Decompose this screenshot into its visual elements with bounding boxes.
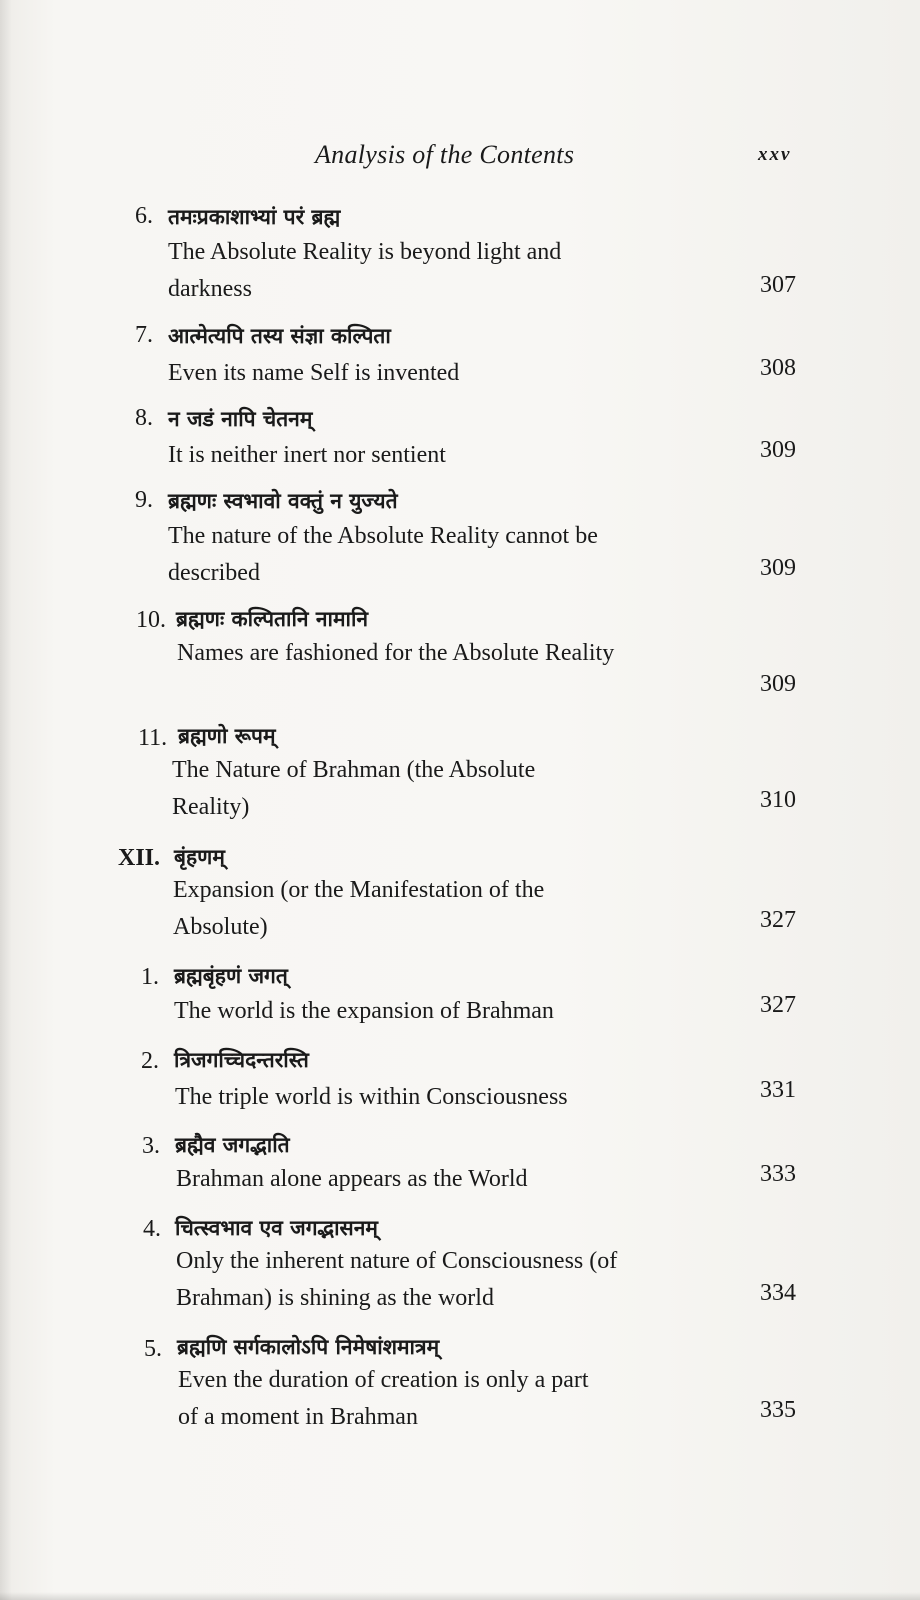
entry-description: The Nature of Brahman (the Absolute Reality) — [172, 757, 536, 820]
running-header-page-number: xxv — [758, 144, 792, 165]
entry-sanskrit-heading: ब्रह्मणः स्वभावो वक्तुं न युज्यते — [168, 489, 398, 513]
entry-page-number: 331 — [760, 1077, 796, 1103]
entry-page-number: 307 — [760, 272, 796, 298]
section-number: XII. — [118, 845, 161, 871]
entry-sanskrit-heading: चित्स्वभाव एव जगद्भासनम् — [175, 1216, 378, 1240]
entry-sanskrit-heading: आत्मेत्यपि तस्य संज्ञा कल्पिता — [168, 324, 391, 348]
entry-sanskrit-heading: तमःप्रकाशाभ्यां परं ब्रह्म — [168, 205, 341, 229]
entry-number: 7. — [135, 322, 153, 348]
entry-page-number: 327 — [760, 992, 796, 1018]
entry-number: 5. — [144, 1336, 162, 1362]
entry-sanskrit-heading: ब्रह्मणो रूपम् — [178, 724, 276, 748]
running-header-title: Analysis of the Contents — [315, 140, 575, 169]
entry-page-number: 333 — [760, 1161, 796, 1187]
entry-description: Names are fashioned for the Absolute Reality — [177, 640, 615, 666]
section-sanskrit-heading: बृंहणम् — [174, 845, 225, 869]
entry-description: The nature of the Absolute Reality cannot be described — [168, 523, 598, 586]
entry-number: 8. — [135, 405, 153, 431]
entry-sanskrit-heading: ब्रह्मणि सर्गकालोऽपि निमेषांशमात्रम् — [177, 1335, 440, 1359]
entry-number: 11. — [138, 725, 168, 751]
entry-sanskrit-heading: ब्रह्मैव जगद्भाति — [175, 1133, 290, 1157]
entry-description: The world is the expansion of Brahman — [174, 998, 554, 1024]
entry-page-number: 334 — [760, 1280, 796, 1306]
entry-description: Even its name Self is invented — [168, 360, 460, 386]
entry-number: 4. — [143, 1216, 161, 1242]
page-edge-shadow — [0, 0, 12, 1600]
section-page-number: 327 — [760, 907, 796, 933]
entry-description: Even the duration of creation is only a part of a moment in Brahman — [178, 1367, 589, 1430]
entry-number: 9. — [135, 487, 153, 513]
entry-description: The triple world is within Consciousness — [175, 1084, 568, 1110]
entry-page-number: 335 — [760, 1397, 796, 1423]
entry-page-number: 309 — [760, 555, 796, 581]
entry-page-number: 308 — [760, 355, 796, 381]
entry-page-number: 310 — [760, 787, 796, 813]
entry-description: The Absolute Reality is beyond light and darkness — [168, 239, 562, 302]
entry-number: 2. — [141, 1048, 159, 1074]
entry-page-number: 309 — [760, 437, 796, 463]
entry-sanskrit-heading: ब्रह्मणः कल्पितानि नामानि — [176, 607, 369, 631]
entry-number: 6. — [135, 203, 153, 229]
entry-number: 10. — [136, 607, 166, 633]
entry-page-number: 309 — [760, 671, 796, 697]
page-bottom-shadow — [0, 1592, 920, 1600]
entry-description: Brahman alone appears as the World — [176, 1166, 528, 1192]
entry-sanskrit-heading: न जडं नापि चेतनम् — [168, 407, 313, 431]
entry-sanskrit-heading: त्रिजगच्चिदन्तरस्ति — [174, 1048, 309, 1072]
entry-sanskrit-heading: ब्रह्मबृंहणं जगत् — [174, 964, 288, 988]
entry-number: 1. — [141, 964, 159, 990]
entry-number: 3. — [142, 1133, 160, 1159]
section-description: Expansion (or the Manifestation of the Absolute) — [173, 877, 545, 940]
entry-description: It is neither inert nor sentient — [168, 442, 446, 468]
entry-description: Only the inherent nature of Consciousness (of Brahman) is shining as the world — [176, 1248, 618, 1311]
